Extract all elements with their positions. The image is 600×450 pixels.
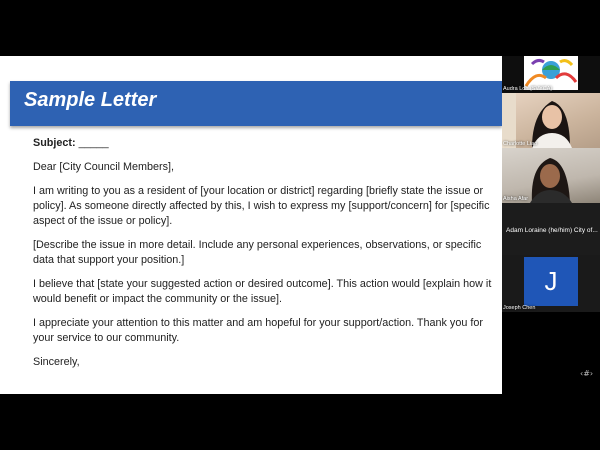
participant-tile[interactable] [502,148,600,203]
subject-line [33,136,495,151]
salutation: Dear [City Council Members], [33,161,174,173]
participant-tile[interactable] [502,203,600,255]
participant-tile[interactable] [502,93,600,148]
slide-title: Sample Letter [24,89,157,111]
closing: Sincerely, [33,356,80,368]
participant-name: Audra Loh (SVYCA) [503,86,553,92]
participant-video [502,93,600,148]
subject-blank: _____ [78,137,109,149]
subject-label: Subject: [33,137,76,149]
letter-body [33,136,495,379]
letter-paragraph: I am writing to you as a resident of [your location or district] regarding [briefly state the issue or policy]. As someone directly affected by this, I wish to express my [support/concern] for [specific aspect of the issue or policy]. [33,185,490,227]
letter-paragraph: [Describe the issue in more detail. Include any personal experiences, observations, or specific data that support your position.] [33,239,482,266]
participant-name: Joseph Chen [503,305,536,311]
participant-name: Aisha Afar [503,196,529,202]
letter-paragraph: I appreciate your attention to this matter and am hopeful for your support/action. Thank you for your service to our community. [33,317,483,344]
participant-tile[interactable] [502,255,600,312]
letter-paragraph: I believe that [state your suggested action or desired outcome]. This action would [explain how it would benefit or impact the community or the issue]. [33,278,492,305]
participant-name: Adam Loraine (he/him) City of... [506,227,598,234]
participant-name: Charlotte Liao [503,141,538,147]
participant-tile[interactable] [502,56,600,93]
avatar: J [524,257,578,306]
shared-slide [0,56,502,394]
slide-page-number: ‹#› [580,369,594,378]
slide-title-banner [10,81,502,126]
participant-video [502,148,600,203]
